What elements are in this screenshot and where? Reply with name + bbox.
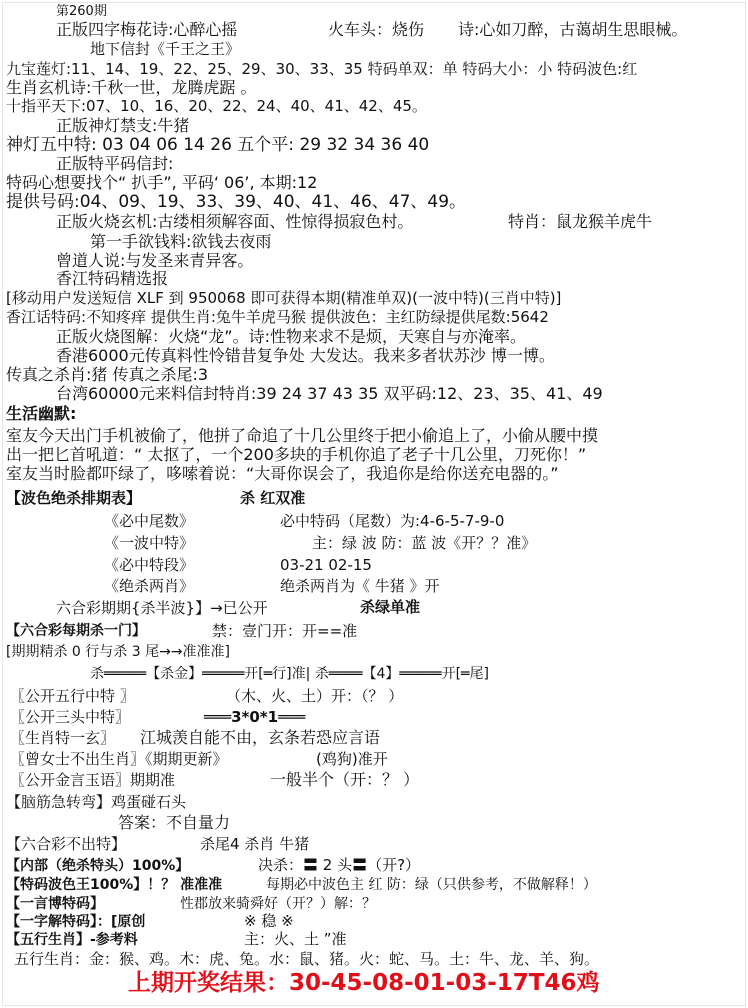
poem-text: 诗:心如刀醉，古蔼胡生思眼械。 (458, 20, 688, 39)
joke-line-1: 室友今天出门手机被偷了，他拼了命追了十几公里终于把小偷追上了，小偷从腰中摸 (6, 426, 599, 445)
pingma-line: 正版特平码信封: (56, 154, 174, 173)
train-head: 火车头：烧伤 (328, 20, 425, 39)
neibu-label: 【内部（绝杀特头）100%】 (6, 858, 190, 874)
buchu-label: 【六合彩不出特】 (6, 835, 127, 853)
joke-line-3: 室友当时脸都吓绿了，哆嗦着说：“大哥你误会了，我追你是给你送充电器的。” (6, 464, 559, 483)
naojin-answer: 答案：不自量力 (118, 813, 231, 832)
shendeng-line: 神灯五中特: 03 04 06 14 26 五个平: 29 32 34 36 40 (6, 135, 430, 155)
chuanzhen-line: 传真之杀肖:猪 传真之杀尾:3 (6, 365, 209, 384)
wuxing-shengxiao-label: 【五行生肖】-参考料 (6, 932, 138, 948)
shizhi-line: 十指平天下:07、10、16、20、22、24、40、41、42、45。 (6, 97, 427, 115)
liangxiao-label: 《绝杀两肖》 (104, 577, 195, 595)
xinxiang-line: 特码心想要找个“ 扒手”, 平码‘ 06’, 本期:12 (6, 173, 318, 192)
sms-line: [移动用户发送短信 XLF 到 950068 即可获得本期(精准单双)(一波中特)(三肖中特)] (6, 289, 562, 307)
teduan-value: 03-21 02-15 (280, 556, 372, 574)
teduan-label: 《必中特段》 (104, 556, 195, 574)
xiangjiang-line: 香江特码精选报 (56, 269, 169, 288)
zengdao-line: 曾道人说:与发圣来青异客。 (56, 251, 254, 270)
humor-title: 生活幽默: (6, 404, 77, 423)
hk6000-line: 香港6000元传真料性怜错昔复争处 大发达。我来多者状苏沙 博一博。 (56, 346, 555, 365)
yibo-label: 《一波中特》 (104, 534, 195, 552)
wuxing-label: 〖公开五行中特 〗 (10, 687, 135, 705)
hua-line: 香江话特码:不知疼痒 提供生肖:兔牛羊虎马猴 提供波色：主红防绿提供尾数:5642 (6, 308, 549, 326)
jinzhi-line: 正版神灯禁支:牛猪 (56, 116, 190, 135)
bose-table-value: 杀 红双准 (240, 489, 306, 507)
tebo-value: 每期必中波色主 红 防：绿（只供参考，不做解释！） (266, 877, 597, 893)
sha-lv: 杀绿单准 (360, 598, 421, 616)
yiyan-label: 【一言博特码】 (6, 896, 104, 912)
yimen-value: 禁：壹门开：开==准 (212, 622, 358, 640)
yizi-label: 【一字解特码】：[原创 (6, 914, 146, 930)
joke-line-2: 出一把匕首吼道：“ 太抠了，一个200多块的手机你追了老子十几公里，刀死你！” (6, 445, 587, 464)
naojin-line: 【脑筋急转弯】鸡蛋碰石头 (6, 793, 187, 811)
tujie-line: 正版火烧图解：火烧“龙”。诗:性物来求不是烦，天寒自与亦淹率。 (56, 327, 526, 346)
yibo-value: 主：绿 波 防：蓝 波《开？？准》 (312, 534, 537, 552)
yimen-label: 【六合彩每期杀一门】 (6, 623, 146, 639)
yiyan-value: 性郡放来骑舜好（开？）解：？ (180, 896, 376, 912)
zeng-value: (鸡狗)准开 (316, 750, 388, 768)
jinyan-value: 一般半个（开：？ ） (270, 770, 420, 789)
poem-title: 正版四字梅花诗:心醉心摇 (56, 20, 238, 39)
tw60000-line: 台湾60000元来料信封特肖:39 24 37 43 35 双平码:12、23、35、41、49 (56, 384, 603, 403)
buchu-value: 杀尾4 杀肖 牛猪 (200, 835, 310, 853)
shajin-line: 杀═════【杀金】═════开[═行]准| 杀════【4】═════开[═尾] (90, 666, 489, 682)
yizi-value: ※ 稳 ※ (244, 912, 294, 930)
jinyan-label: 〖公开金言玉语〗期期准 (10, 771, 176, 789)
liuhe-banbo: 六合彩期期{杀半波}】→已公开 (56, 599, 268, 617)
xuan-value: 江城羡自能不由，玄条若恐应言语 (140, 728, 381, 747)
tebo-label: 【特码波色王100%】！？ 准准准 (6, 877, 223, 893)
texiao-line: 特肖：鼠龙猴羊虎牛 (508, 212, 653, 231)
issue-number: 第260期 (56, 4, 107, 19)
qiqi-line: [期期精杀 0 行与杀 3 尾→→准准准] (6, 644, 230, 660)
sanxiao-value: ═══3*0*1═══ (204, 708, 306, 726)
xuanji-line: 生肖玄机诗:千秋一世，龙腾虎踞 。 (6, 78, 257, 97)
diyi-line: 第一手欲钱料:欲钱去夜雨 (90, 232, 272, 251)
zeng-label: 〖曾女士不出生肖〗《期期更新》 (10, 750, 228, 768)
neibu-value: 决杀：〓 2 头〓（开?） (258, 856, 421, 874)
liangxiao-value: 绝杀两肖为《 牛猪 》开 (280, 577, 440, 595)
wuxing-value: （木、火、土）开：（？ ） (226, 687, 404, 705)
wuxing-shengxiao-value: 主：火、土 ”准 (244, 930, 347, 948)
jiubao-line: 九宝莲灯:11、14、19、22、25、29、30、33、35 特码单双：单 特码大小：小 特码波色:红 (6, 60, 638, 78)
sanxiao-label: 〖公开三头中特〗 (10, 708, 131, 726)
wuxing-list: 五行生肖：金：猴、鸡。木：虎、兔。水：鼠、猪。火：蛇、马。土：牛、龙、羊、狗。 (14, 950, 600, 968)
underground-envelope: 地下信封《千王之王》 (90, 40, 241, 58)
last-result: 上期开奖结果：30-45-08-01-03-17T46鸡 (128, 970, 600, 996)
xuan-label: 〖生肖特一玄〗 (10, 729, 116, 747)
huoshao-line: 正版火烧玄机:古缕相须解容面、性惊得损寂色村。 (56, 212, 414, 231)
bizhong-weishu-value: 必中特码（尾数）为:4-6-5-7-9-0 (280, 512, 505, 530)
tigong-line: 提供号码:04、09、19、33、39、40、41、46、47、49。 (6, 192, 467, 212)
bose-table-title: 【波色绝杀排期表】 (6, 489, 142, 507)
bizhong-weishu-label: 《必中尾数》 (104, 512, 195, 530)
